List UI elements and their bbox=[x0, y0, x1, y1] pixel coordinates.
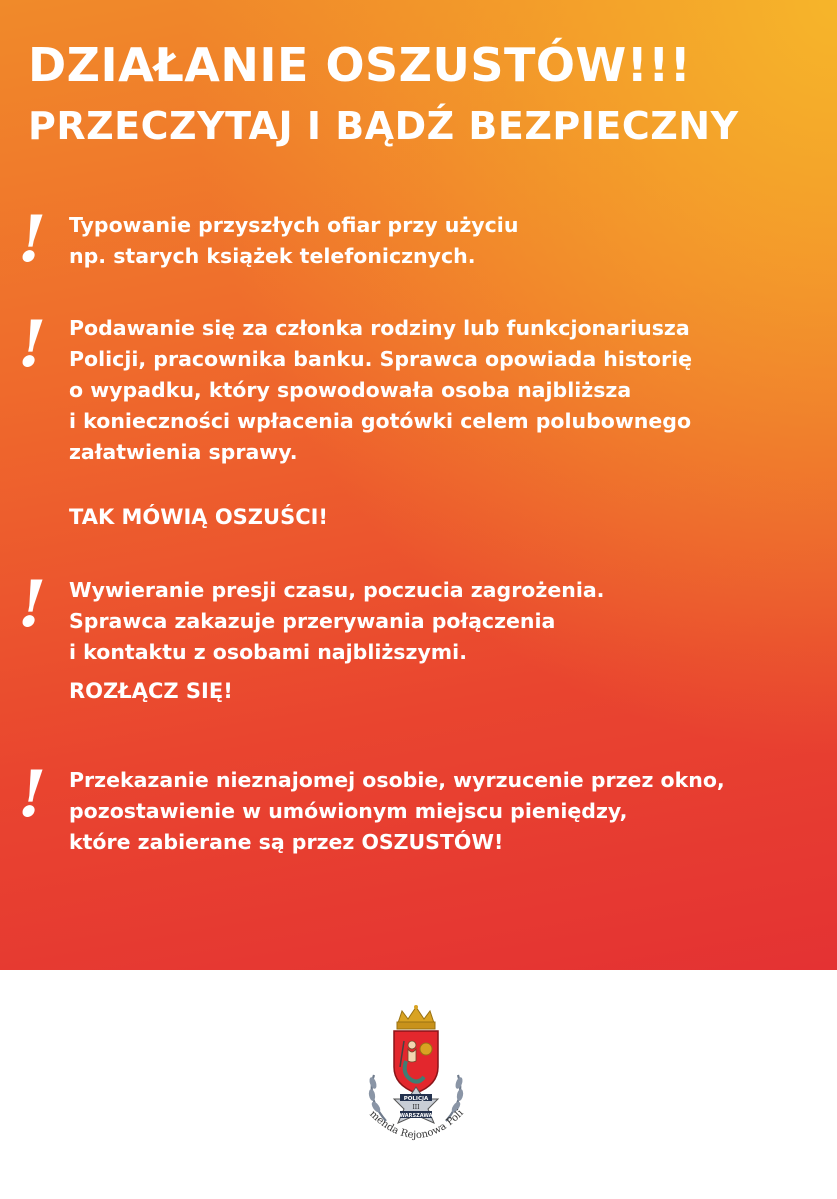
exclamation-icon: ! bbox=[18, 757, 47, 832]
warning-text-2 bbox=[69, 313, 829, 468]
police-emblem-graphic bbox=[346, 1003, 486, 1153]
warning-line: Typowanie przyszłych ofiar przy użyciu bbox=[69, 213, 519, 237]
exclamation-icon: ! bbox=[18, 307, 47, 382]
police-badge-icon bbox=[394, 1087, 438, 1123]
warning-line: o wypadku, który spowodowała osoba najbliższa bbox=[69, 378, 632, 402]
warning-line: Policji, pracownika banku. Sprawca opowiada historię bbox=[69, 347, 693, 371]
callout-text: TAK MÓWIĄ OSZUŚCI! bbox=[69, 505, 329, 529]
badge-number-text: III bbox=[412, 1104, 420, 1111]
badge-top-text: POLICJA bbox=[403, 1096, 429, 1102]
warning-line: Podawanie się za członka rodziny lub funkcjonariusza bbox=[69, 316, 690, 340]
crown-icon bbox=[397, 1005, 435, 1029]
warning-text-4 bbox=[69, 765, 829, 858]
warning-line: które zabierane są przez bbox=[69, 830, 362, 854]
warning-line: i kontaktu z osobami najbliższymi. bbox=[69, 640, 467, 664]
warning-text-3 bbox=[69, 575, 829, 668]
exclamation-icon: ! bbox=[18, 202, 47, 277]
emblem-caption-text: menda Rejonowa Poli bbox=[367, 1107, 466, 1142]
warning-line: i konieczności wpłacenia gotówki celem polubownego bbox=[69, 409, 692, 433]
poster-title: DZIAŁANIE OSZUSTÓW!!! bbox=[28, 38, 692, 92]
callout-text: ROZŁĄCZ SIĘ! bbox=[69, 679, 233, 703]
badge-bottom-text: WARSZAWA bbox=[399, 1113, 433, 1119]
police-emblem bbox=[346, 1003, 486, 1153]
warning-line: np. starych książek telefonicznych. bbox=[69, 244, 476, 268]
emphasis-text: OSZUSTÓW! bbox=[361, 830, 504, 854]
warning-text-1 bbox=[69, 210, 829, 272]
warning-line: załatwienia sprawy. bbox=[69, 440, 298, 464]
poster-subtitle: PRZECZYTAJ I BĄDŹ BEZPIECZNY bbox=[28, 104, 739, 148]
warning-line: Sprawca zakazuje przerywania połączenia bbox=[69, 609, 556, 633]
warning-line: Przekazanie nieznajomej osobie, wyrzucenie przez okno, bbox=[69, 768, 725, 792]
warning-line: Wywieranie presji czasu, poczucia zagrożenia. bbox=[69, 578, 605, 602]
warning-line: pozostawienie w umówionym miejscu pieniędzy, bbox=[69, 799, 628, 823]
exclamation-icon: ! bbox=[18, 567, 47, 642]
